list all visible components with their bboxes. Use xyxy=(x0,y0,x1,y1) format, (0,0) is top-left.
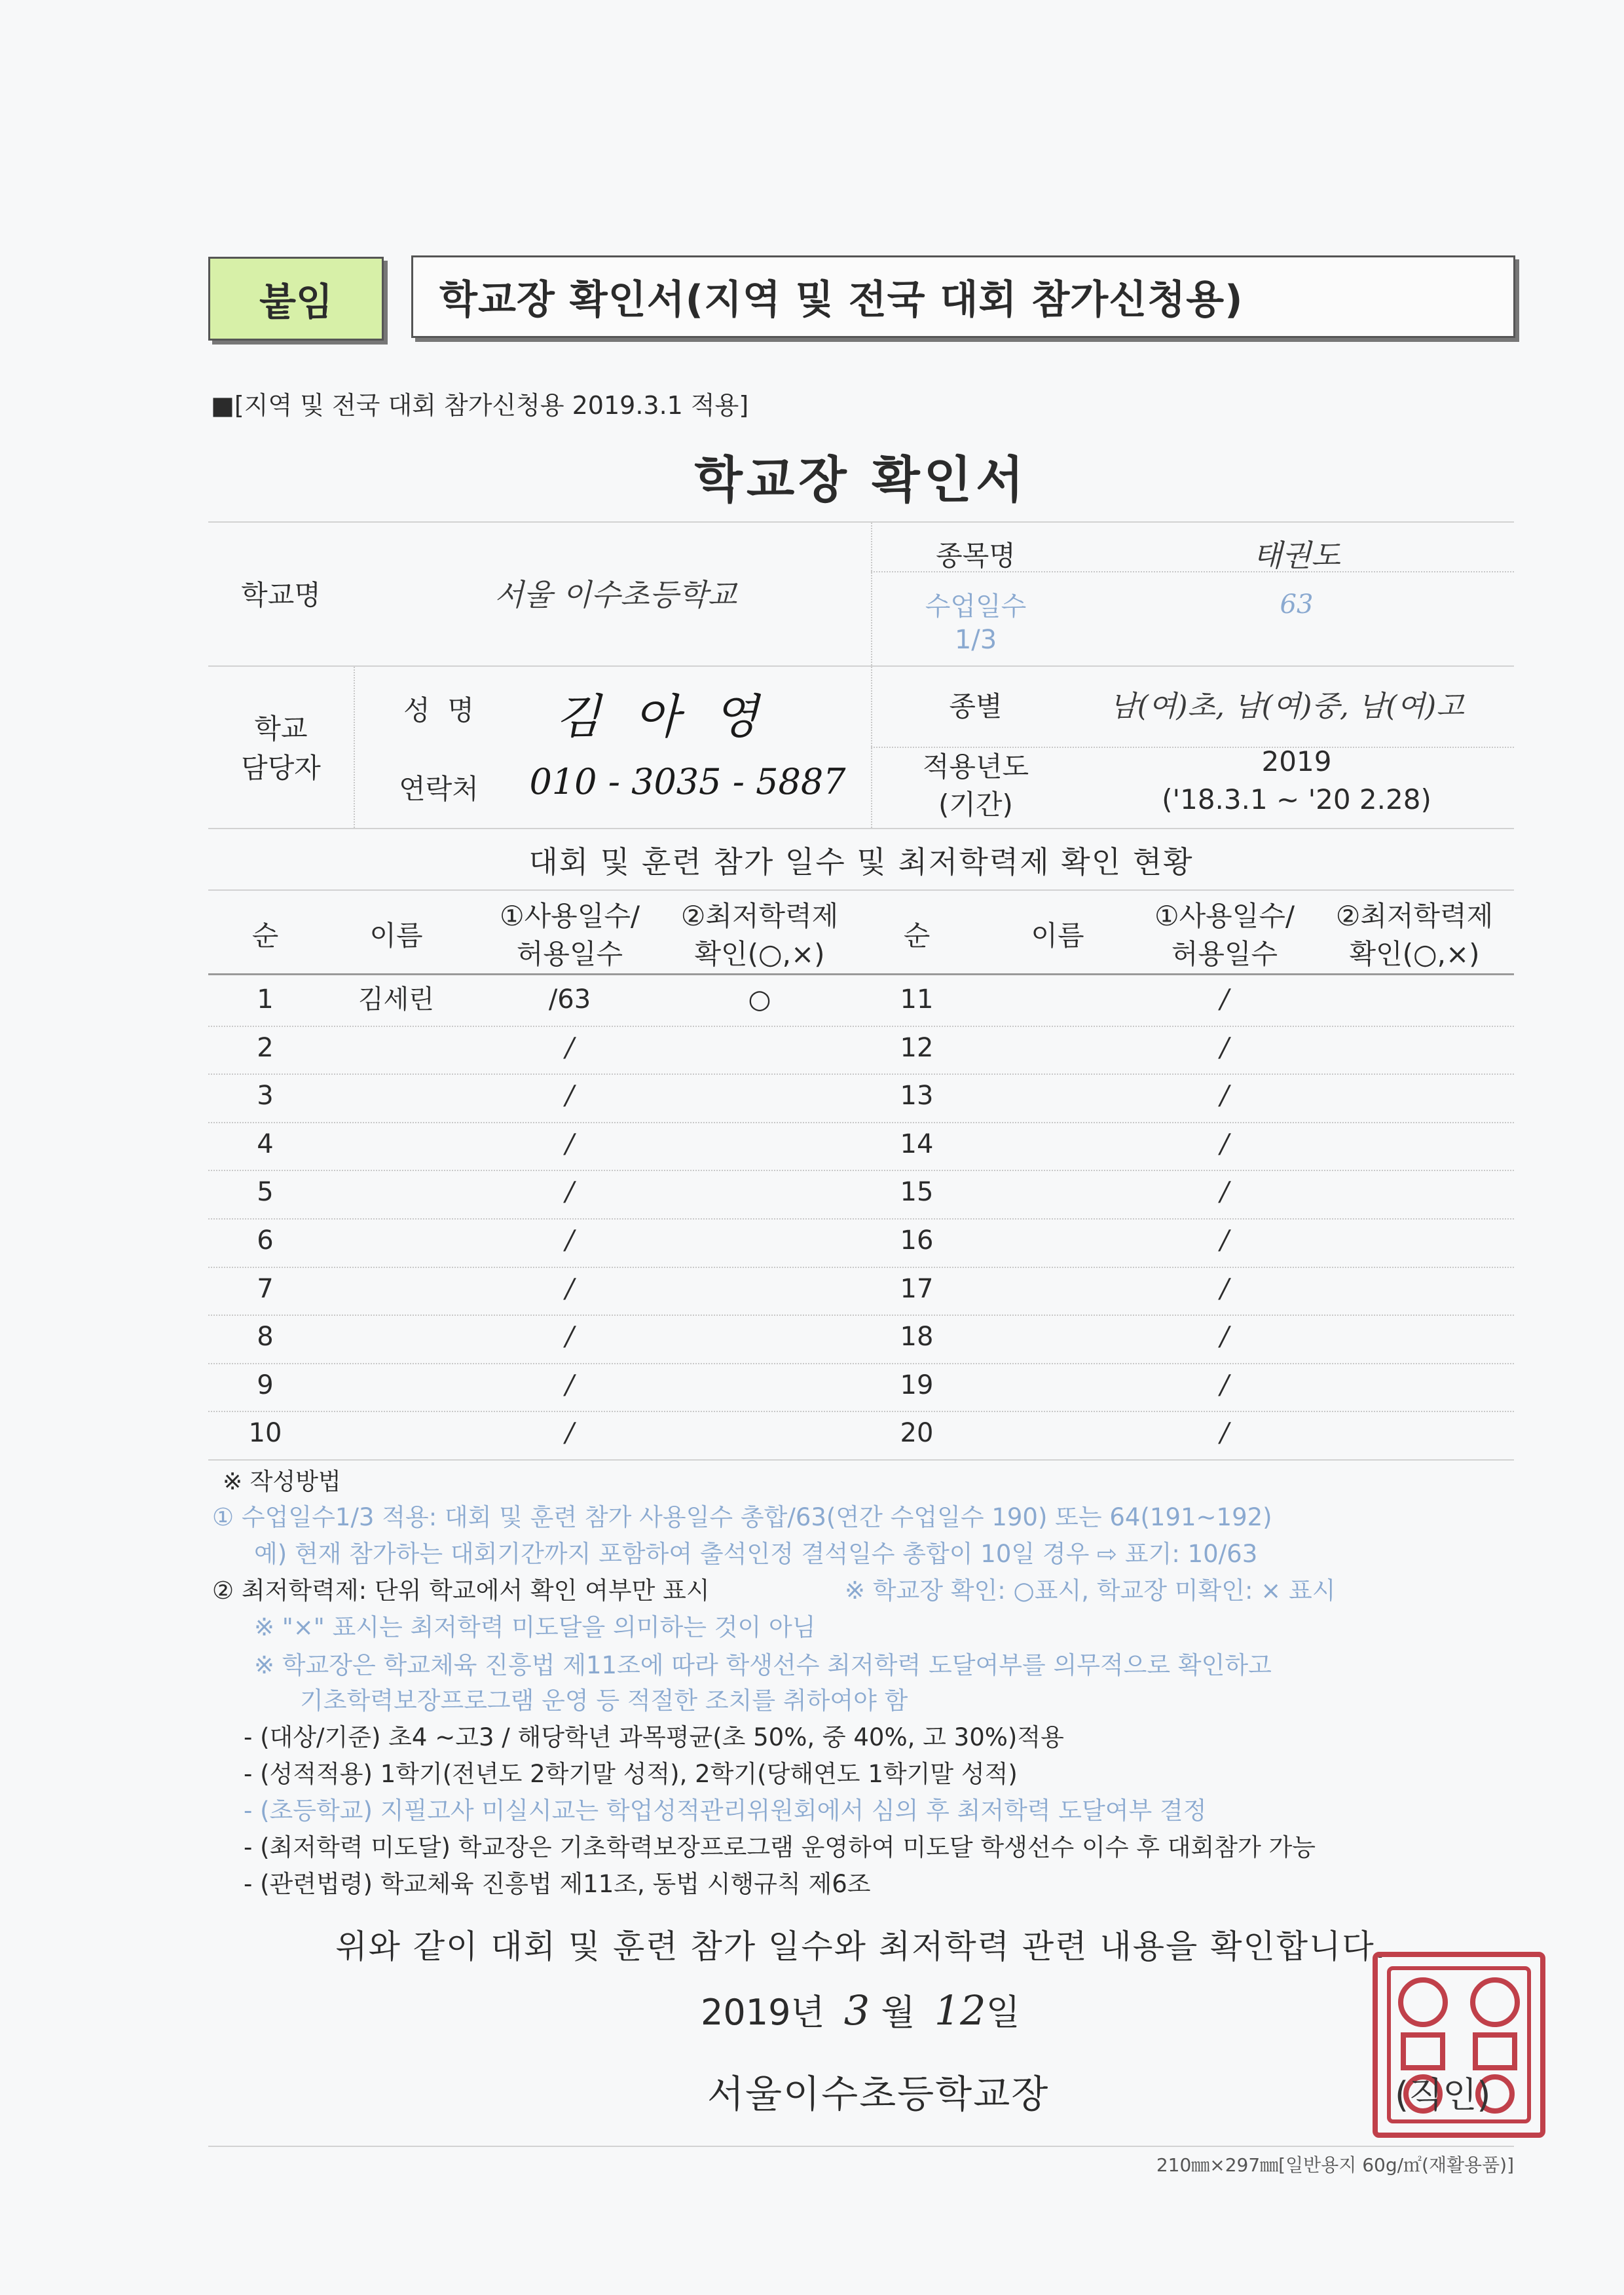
table-cell-name: 김세린 xyxy=(358,984,434,1015)
col-no-right: 순 xyxy=(903,920,931,952)
header-subtitle: ■[지역 및 전국 대회 참가신청용 2019.3.1 적용] xyxy=(211,391,749,420)
table-cell-no: 17 xyxy=(900,1273,934,1304)
table-row-divider xyxy=(208,1315,1514,1316)
note-4a: ※ 학교장은 학교체육 진흥법 제11조에 따라 학생선수 최저학력 도달여부를 의무적으로 확인하고 xyxy=(254,1651,1272,1679)
table-cell-name xyxy=(321,1366,471,1405)
table-bottom-line xyxy=(208,1459,1514,1461)
table-cell-days: / xyxy=(565,1418,574,1449)
table-cell-name xyxy=(321,1172,471,1212)
table-cell-name xyxy=(982,1028,1133,1068)
gender-value: 남(여)초, 남(여)중, 남(여)고 xyxy=(1109,690,1464,723)
table-cell-check xyxy=(1316,1317,1513,1356)
attachment-tag-label: 붙임 xyxy=(259,280,333,324)
table-cell-check: ○ xyxy=(748,984,771,1015)
col-name-right: 이름 xyxy=(1031,920,1084,952)
detail-3: - (초등학교) 지필고사 미실시교는 학업성적관리위원회에서 심의 후 최저학력 도달여부 결정 xyxy=(244,1797,1207,1825)
table-cell-name xyxy=(321,1221,471,1260)
table-cell-no: 14 xyxy=(900,1129,934,1159)
date-month: 3 xyxy=(843,1987,870,2034)
detail-2: - (성적적용) 1학기(전년도 2학기말 성적), 2학기(당해연도 1학기말 성적) xyxy=(244,1760,1018,1788)
note-4b: 기초학력보장프로그램 운영 등 적절한 조치를 취하여야 함 xyxy=(300,1687,908,1715)
table-cell-check xyxy=(1316,1172,1513,1212)
table-cell-days: / xyxy=(1220,1081,1229,1111)
table-cell-no: 8 xyxy=(257,1322,274,1353)
table-cell-days: / xyxy=(565,1273,574,1304)
table-cell-check xyxy=(1316,1028,1513,1068)
col-no-left: 순 xyxy=(251,920,279,952)
table-cell-days: / xyxy=(565,1129,574,1159)
classdays-label-1: 수업일수 xyxy=(925,591,1027,622)
gender-label: 종별 xyxy=(949,690,1003,722)
table-cell-no: 6 xyxy=(257,1225,274,1256)
table-cell-name xyxy=(321,1125,471,1164)
contact-value: 010 - 3035 - 5887 xyxy=(529,761,846,802)
staff-label-2: 담당자 xyxy=(241,752,321,784)
header-title-box xyxy=(411,255,1515,338)
table-cell-no: 18 xyxy=(900,1322,934,1353)
table-cell-no: 16 xyxy=(900,1225,934,1256)
note-1a: ① 수업일수1/3 적용: 대회 및 훈련 참가 사용일수 총합/63(연간 수업일수 190) 또는 64(191~192) xyxy=(212,1503,1272,1531)
table-cell-check xyxy=(1316,980,1513,1019)
note-2a: ② 최저학력제: 단위 학교에서 확인 여부만 표시 xyxy=(212,1577,710,1605)
table-cell-name xyxy=(982,1317,1133,1356)
table-cell-check xyxy=(661,1221,858,1260)
contact-label: 연락처 xyxy=(399,773,479,805)
table-section-title: 대회 및 훈련 참가 일수 및 최저학력제 확인 현황 xyxy=(528,844,1194,880)
col-days-right-1: ①사용일수/ xyxy=(1154,900,1295,932)
col-min-left-1: ②최저학력제 xyxy=(680,900,839,932)
table-cell-name xyxy=(982,1269,1133,1309)
table-cell-days: / xyxy=(565,1032,574,1063)
table-row-divider xyxy=(208,1170,1514,1171)
table-cell-no: 11 xyxy=(900,984,934,1015)
confirm-statement: 위와 같이 대회 및 훈련 참가 일수와 최저학력 관련 내용을 확인합니다. xyxy=(335,1928,1387,1966)
col-days-left-2: 허용일수 xyxy=(516,938,623,970)
table-cell-name xyxy=(321,1269,471,1309)
table-cell-name xyxy=(982,1172,1133,1212)
year-value-1: 2019 xyxy=(1261,745,1332,777)
table-cell-check xyxy=(661,1028,858,1068)
table-cell-name xyxy=(982,1125,1133,1164)
table-cell-check xyxy=(1316,1221,1513,1260)
table-cell-check xyxy=(1316,1366,1513,1405)
table-cell-days: / xyxy=(1220,984,1229,1015)
table-cell-name xyxy=(982,1366,1133,1405)
table-cell-no: 10 xyxy=(248,1418,282,1449)
col-name-left: 이름 xyxy=(369,920,423,952)
date-line xyxy=(701,1985,1020,2035)
note-1b: 예) 현재 참가하는 대회기간까지 포함하여 출석인정 결석일수 총합이 10일 경우 ⇨ 표기: 10/63 xyxy=(254,1540,1258,1568)
table-cell-no: 7 xyxy=(257,1273,274,1304)
table-cell-days: / xyxy=(1220,1273,1229,1304)
table-cell-days: / xyxy=(1220,1225,1229,1256)
table-cell-days: / xyxy=(565,1370,574,1400)
note-3: ※ "×" 표시는 최저학력 미도달을 의미하는 것이 아님 xyxy=(254,1613,816,1641)
table-cell-days: / xyxy=(1220,1129,1229,1159)
table-cell-days: / xyxy=(565,1322,574,1353)
date-month-unit: 월 xyxy=(881,1992,915,2033)
table-cell-no: 12 xyxy=(900,1032,934,1063)
table-cell-days: / xyxy=(565,1081,574,1111)
table-cell-days: / xyxy=(1220,1418,1229,1449)
attachment-tag xyxy=(208,257,384,341)
document-title: 학교장 확인서 xyxy=(694,451,1028,509)
table-cell-check xyxy=(1316,1413,1513,1453)
col-min-right-2: 확인(○,×) xyxy=(1349,938,1480,970)
school-label: 학교명 xyxy=(241,579,321,611)
classdays-label-2: 1/3 xyxy=(954,625,997,655)
table-cell-name xyxy=(982,1076,1133,1115)
table-cell-check xyxy=(661,1317,858,1356)
principal-name: 서울이수초등학교장 xyxy=(707,2072,1050,2116)
date-year: 2019년 xyxy=(701,1992,825,2033)
detail-5: - (관련법령) 학교체육 진흥법 제11조, 동법 시행규칙 제6조 xyxy=(244,1870,871,1898)
table-row-divider xyxy=(208,1218,1514,1220)
school-value: 서울 이수초등학교 xyxy=(494,577,737,612)
table-cell-name xyxy=(321,1028,471,1068)
detail-1: - (대상/기준) 초4 ~고3 / 해당학년 과목평균(초 50%, 중 40%, 고 30%)적용 xyxy=(244,1723,1064,1751)
table-cell-days: /63 xyxy=(548,984,591,1015)
table-row-divider xyxy=(208,1267,1514,1268)
table-cell-check xyxy=(661,1269,858,1309)
event-label: 종목명 xyxy=(936,540,1016,572)
table-cell-no: 20 xyxy=(900,1418,934,1449)
table-row-divider xyxy=(208,1073,1514,1075)
year-label-1: 적용년도 xyxy=(922,751,1029,783)
table-row-divider xyxy=(208,1122,1514,1123)
table-cell-check xyxy=(661,1076,858,1115)
note-2b: ※ 학교장 확인: ○표시, 학교장 미확인: × 표시 xyxy=(845,1577,1336,1605)
table-cell-name xyxy=(982,980,1133,1019)
table-cell-name xyxy=(321,1413,471,1453)
table-cell-check xyxy=(1316,1125,1513,1164)
table-cell-no: 4 xyxy=(257,1129,274,1159)
table-cell-no: 5 xyxy=(257,1177,274,1208)
year-label-2: (기간) xyxy=(938,789,1013,821)
table-cell-name xyxy=(982,1413,1133,1453)
paper-spec: 210㎜×297㎜[일반용지 60g/㎡(재활용품)] xyxy=(1156,2154,1514,2176)
detail-4: - (최저학력 미도달) 학교장은 기초학력보장프로그램 운영하여 미도달 학생선수 이수 후 대회참가 가능 xyxy=(244,1833,1316,1861)
table-cell-check xyxy=(661,1366,858,1405)
table-cell-no: 13 xyxy=(900,1081,934,1111)
table-cell-check xyxy=(661,1172,858,1212)
notes-heading: ※ 작성방법 xyxy=(223,1468,341,1495)
table-cell-no: 15 xyxy=(900,1177,934,1208)
col-min-left-2: 확인(○,×) xyxy=(694,938,825,970)
table-cell-name xyxy=(321,1317,471,1356)
date-day-unit: 일 xyxy=(986,1992,1020,2033)
event-value: 태권도 xyxy=(1253,538,1340,573)
table-cell-days: / xyxy=(1220,1177,1229,1208)
staff-label-1: 학교 xyxy=(254,713,308,745)
table-cell-days: / xyxy=(1220,1370,1229,1400)
table-cell-check xyxy=(661,1413,858,1453)
table-cell-check xyxy=(661,1125,858,1164)
col-days-left-1: ①사용일수/ xyxy=(499,900,640,932)
name-value: 김 아 영 xyxy=(555,689,768,744)
table-cell-days: / xyxy=(565,1225,574,1256)
col-days-right-2: 허용일수 xyxy=(1171,938,1278,970)
col-min-right-1: ②최저학력제 xyxy=(1335,900,1494,932)
name-label: 성 명 xyxy=(403,694,474,726)
table-cell-name xyxy=(982,1221,1133,1260)
table-row-divider xyxy=(208,1411,1514,1412)
table-cell-days: / xyxy=(1220,1032,1229,1063)
table-cell-check xyxy=(1316,1269,1513,1309)
date-day: 12 xyxy=(934,1987,986,2034)
table-cell-no: 19 xyxy=(900,1370,934,1400)
table-cell-no: 9 xyxy=(257,1370,274,1400)
table-cell-no: 3 xyxy=(257,1081,274,1111)
table-cell-check xyxy=(1316,1076,1513,1115)
table-cell-days: / xyxy=(1220,1322,1229,1353)
header-title: 학교장 확인서(지역 및 전국 대회 참가신청용) xyxy=(439,277,1244,323)
table-cell-no: 2 xyxy=(257,1032,274,1063)
table-cell-name xyxy=(321,1076,471,1115)
seal-label: (직인) xyxy=(1395,2074,1491,2116)
table-cell-no: 1 xyxy=(257,984,274,1015)
classdays-value: 63 xyxy=(1280,589,1314,620)
table-cell-days: / xyxy=(565,1177,574,1208)
table-row-divider xyxy=(208,1363,1514,1364)
table-row-divider xyxy=(208,1026,1514,1027)
year-value-2: ('18.3.1 ~ '20 2.28) xyxy=(1162,783,1431,815)
